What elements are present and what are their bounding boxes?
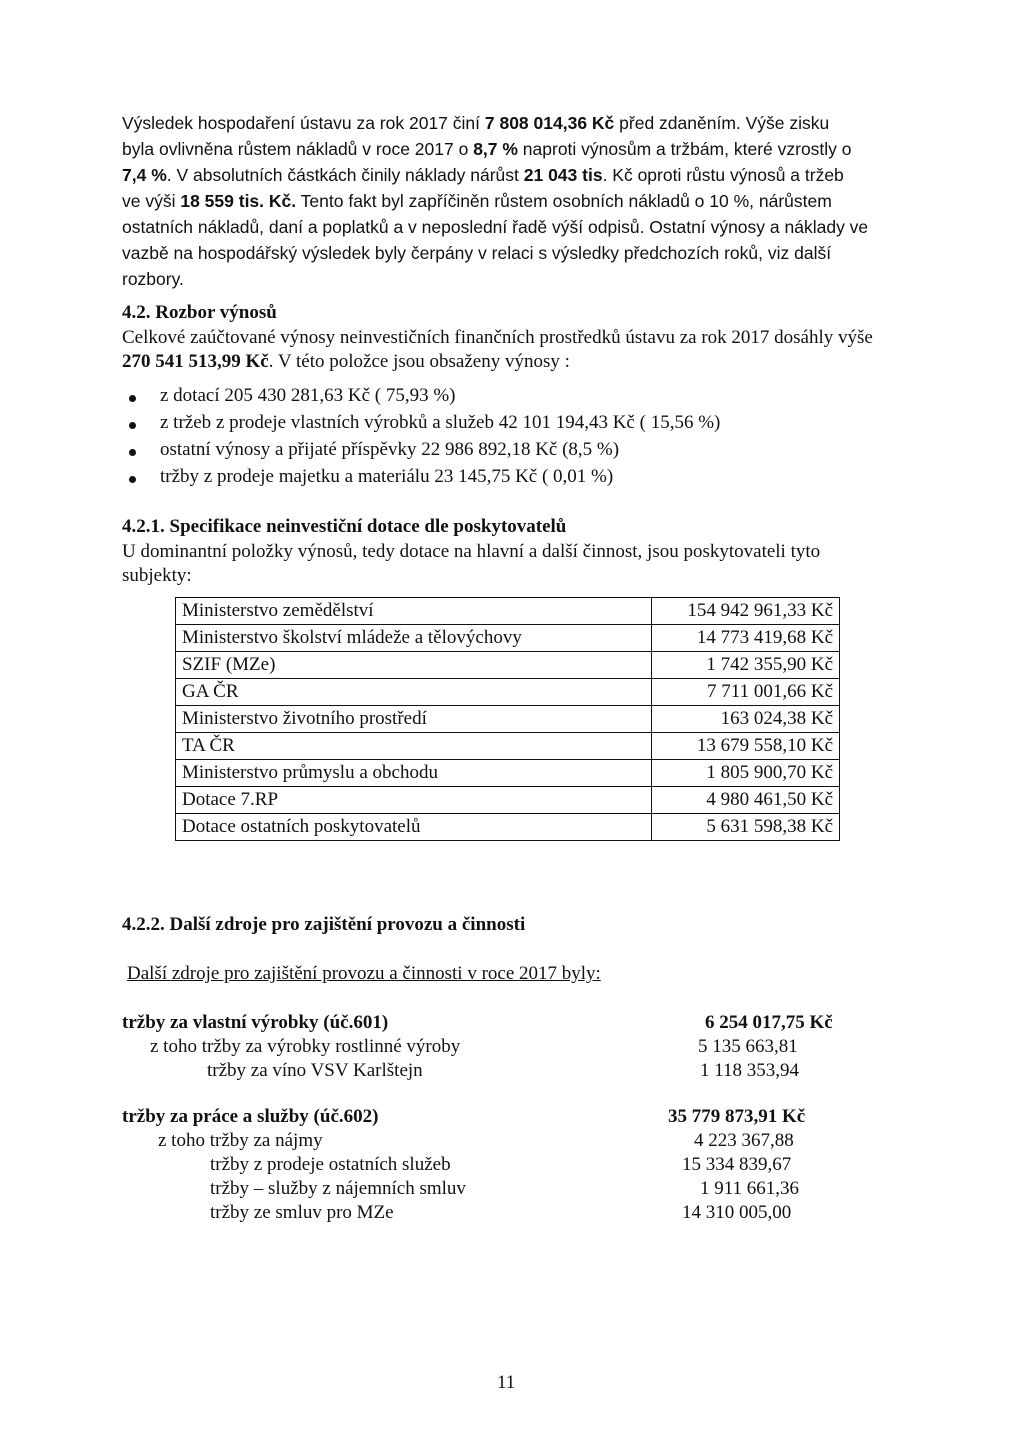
paragraph-line: U dominantní položky výnosů, tedy dotace na hlavní a další činnost, jsou poskytovateli tyto bbox=[122, 541, 821, 562]
total-revenue-value: 270 541 513,99 Kč bbox=[122, 351, 269, 372]
section-heading-4-2-2: 4.2.2. Další zdroje pro zajištění provozu a činnosti bbox=[122, 914, 526, 935]
table-row bbox=[176, 814, 840, 841]
bullet-icon bbox=[129, 395, 136, 402]
revenue-group-value: 35 779 873,91 Kč bbox=[668, 1106, 806, 1127]
provider-name: Ministerstvo průmyslu a obchodu bbox=[176, 760, 652, 787]
revenue-item-label: tržby ze smluv pro MZe bbox=[210, 1202, 394, 1223]
intro-line: ve výši 18 559 tis. Kč. Tento fakt byl zapříčiněn růstem osobních nákladů o 10 %, nárůstem bbox=[122, 191, 832, 211]
provider-name: Dotace 7.RP bbox=[176, 787, 652, 814]
table-row bbox=[176, 787, 840, 814]
section-heading-4-2: 4.2. Rozbor výnosů bbox=[122, 302, 277, 323]
table-row bbox=[176, 760, 840, 787]
table-row bbox=[176, 625, 840, 652]
subsidy-provider-table bbox=[175, 597, 840, 841]
table-row bbox=[176, 679, 840, 706]
page-number: 11 bbox=[497, 1372, 516, 1393]
provider-name: Ministerstvo životního prostředí bbox=[176, 706, 652, 733]
table-row bbox=[176, 652, 840, 679]
revenue-item-label: tržby za víno VSV Karlštejn bbox=[207, 1060, 423, 1081]
bullet-icon bbox=[129, 476, 136, 483]
provider-value: 14 773 419,68 Kč bbox=[652, 625, 840, 652]
section-4-2-1-paragraph bbox=[122, 540, 922, 588]
revenue-item-value: 14 310 005,00 bbox=[682, 1202, 792, 1223]
intro-line: Výsledek hospodaření ústavu za rok 2017 činí 7 808 014,36 Kč před zdaněním. Výše zisku bbox=[122, 113, 830, 133]
bullet-icon bbox=[129, 449, 136, 456]
revenue-item-value: 4 223 367,88 bbox=[694, 1130, 794, 1151]
table-row bbox=[176, 598, 840, 625]
provider-name: Dotace ostatních poskytovatelů bbox=[176, 814, 652, 841]
revenue-group-label: tržby za vlastní výrobky (úč.601) bbox=[122, 1012, 389, 1033]
provider-value: 5 631 598,38 Kč bbox=[652, 814, 840, 841]
section-heading-4-2-1: 4.2.1. Specifikace neinvestiční dotace dle poskytovatelů bbox=[122, 516, 567, 537]
revenue-item-value: 15 334 839,67 bbox=[682, 1154, 792, 1175]
list-item: z dotací 205 430 281,63 Kč ( 75,93 %) bbox=[160, 384, 720, 411]
intro-line: 7,4 %. V absolutních částkách činily náklady nárůst 21 043 tis. Kč oproti růstu výnosů a tržeb bbox=[122, 165, 844, 185]
provider-value: 13 679 558,10 Kč bbox=[652, 733, 840, 760]
revenue-item-label: z toho tržby za nájmy bbox=[158, 1130, 323, 1151]
list-item: z tržeb z prodeje vlastních výrobků a služeb 42 101 194,43 Kč ( 15,56 %) bbox=[160, 411, 720, 438]
provider-name: TA ČR bbox=[176, 733, 652, 760]
intro-line: ostatních nákladů, daní a poplatků a v neposlední řadě výší odpisů. Ostatní výnosy a náklady ve bbox=[122, 217, 869, 237]
revenue-item-label: z toho tržby za výrobky rostlinné výroby bbox=[150, 1036, 461, 1057]
provider-name: Ministerstvo školství mládeže a tělovýchovy bbox=[176, 625, 652, 652]
provider-name: GA ČR bbox=[176, 679, 652, 706]
provider-value: 163 024,38 Kč bbox=[652, 706, 840, 733]
revenue-bullet-list bbox=[160, 384, 720, 492]
provider-value: 1 805 900,70 Kč bbox=[652, 760, 840, 787]
intro-line: byla ovlivněna růstem nákladů v roce 2017 o 8,7 % naproti výnosům a tržbám, které vzrostly o bbox=[122, 139, 852, 159]
paragraph-line: 270 541 513,99 Kč. V této položce jsou obsaženy výnosy : bbox=[122, 351, 570, 372]
intro-line: vazbě na hospodářský výsledek byly čerpány v relaci s výsledky předchozích roků, viz další bbox=[122, 243, 832, 263]
revenue-item-value: 1 911 661,36 bbox=[700, 1178, 800, 1199]
intro-line: rozbory. bbox=[122, 269, 184, 289]
table-row bbox=[176, 706, 840, 733]
intro-paragraph bbox=[122, 110, 912, 292]
provider-name: SZIF (MZe) bbox=[176, 652, 652, 679]
section-4-2-paragraph bbox=[122, 326, 922, 374]
provider-value: 4 980 461,50 Kč bbox=[652, 787, 840, 814]
provider-name: Ministerstvo zemědělství bbox=[176, 598, 652, 625]
revenue-item-value: 1 118 353,94 bbox=[700, 1060, 800, 1081]
paragraph-line: subjekty: bbox=[122, 565, 192, 586]
revenue-group-value: 6 254 017,75 Kč bbox=[705, 1012, 833, 1033]
list-item: tržby z prodeje majetku a materiálu 23 145,75 Kč ( 0,01 %) bbox=[160, 465, 720, 492]
provider-value: 1 742 355,90 Kč bbox=[652, 652, 840, 679]
revenue-item-label: tržby z prodeje ostatních služeb bbox=[210, 1154, 451, 1175]
revenue-group-label: tržby za práce a služby (úč.602) bbox=[122, 1106, 379, 1127]
paragraph-line: Celkové zaúčtované výnosy neinvestičních finančních prostředků ústavu za rok 2017 dosáhly výše bbox=[122, 327, 873, 348]
revenue-item-label: tržby – služby z nájemních smluv bbox=[210, 1178, 466, 1199]
table-row bbox=[176, 733, 840, 760]
provider-value: 154 942 961,33 Kč bbox=[652, 598, 840, 625]
provider-value: 7 711 001,66 Kč bbox=[652, 679, 840, 706]
revenue-item-value: 5 135 663,81 bbox=[698, 1036, 798, 1057]
list-item: ostatní výnosy a přijaté příspěvky 22 986 892,18 Kč (8,5 %) bbox=[160, 438, 720, 465]
section-4-2-2-subtitle: Další zdroje pro zajištění provozu a činnosti v roce 2017 byly: bbox=[127, 963, 601, 984]
bullet-icon bbox=[129, 422, 136, 429]
